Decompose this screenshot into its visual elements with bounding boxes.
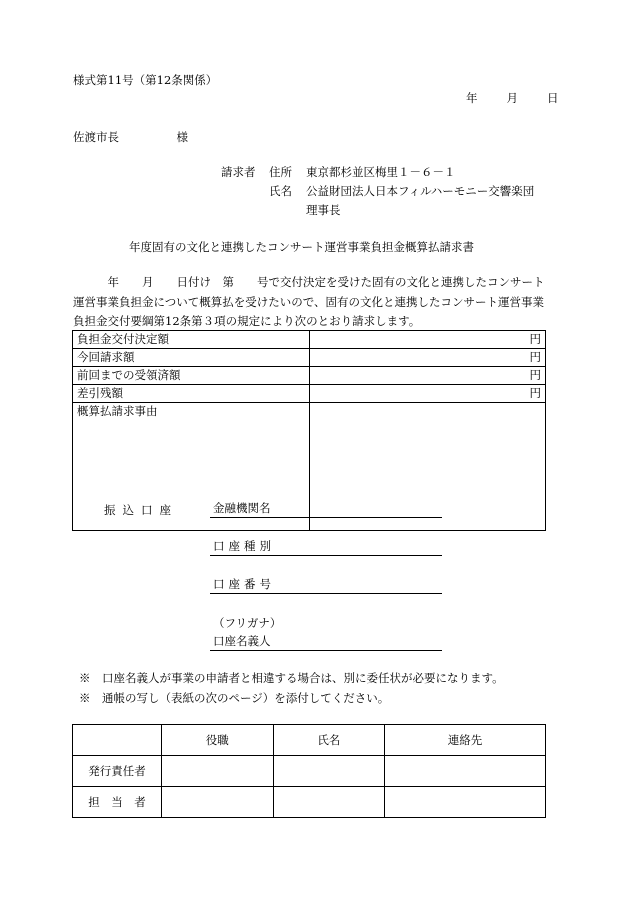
row-label: 概算払請求事由 xyxy=(73,403,310,531)
account-type-field[interactable] xyxy=(210,538,442,556)
bank-heading: 振込口座 xyxy=(104,503,178,517)
account-number-field[interactable] xyxy=(210,576,442,594)
header-cell: 氏名 xyxy=(273,725,385,756)
row-label: 担 当 者 xyxy=(73,787,162,818)
input-cell[interactable] xyxy=(162,756,274,787)
row-label: 負担金交付決定額 xyxy=(73,331,310,349)
table-row xyxy=(73,331,546,349)
claimant-label: 請求者 xyxy=(221,165,256,179)
row-label: 差引残額 xyxy=(73,385,310,403)
body-text: 年 月 日付け 第 号で交付決定を受けた固有の文化と連携したコンサート運営事業負担金について概算払を受けたいので、固有の文化と連携したコンサート運営事業負担金交付要綱第12条第３項の規定により次のとおり請求します。 xyxy=(73,275,545,328)
bank-name-field[interactable] xyxy=(210,500,442,518)
header-cell xyxy=(73,725,162,756)
document-title: 年度固有の文化と連携したコンサート運営事業負担金概算払請求書 xyxy=(129,240,474,254)
row-label: 今回請求額 xyxy=(73,349,310,367)
account-type-label: 口座種別 xyxy=(213,539,275,553)
note-2: ※ 通帳の写し（表紙の次のページ）を添付してください。 xyxy=(79,691,390,705)
input-cell[interactable] xyxy=(273,756,385,787)
name-value: 公益財団法人日本フィルハーモニー交響楽団 xyxy=(306,184,535,198)
row-label: 前回までの受領済額 xyxy=(73,367,310,385)
address-label: 住所 xyxy=(269,165,292,179)
table-row xyxy=(73,787,546,818)
form-number: 様式第11号（第12条関係） xyxy=(73,73,218,87)
table-row xyxy=(73,756,546,787)
address-value: 東京都杉並区梅里１－６－１ xyxy=(306,165,456,179)
account-number-label: 口座番号 xyxy=(213,577,275,591)
table-row xyxy=(73,385,546,403)
note-1: ※ 口座名義人が事業の申請者と相違する場合は、別に委任状が必要になります。 xyxy=(79,671,504,685)
yen-unit: 円 xyxy=(310,385,546,403)
date-line: 年 月 日 xyxy=(466,91,561,105)
input-cell[interactable] xyxy=(162,787,274,818)
yen-unit: 円 xyxy=(310,349,546,367)
name-label: 氏名 xyxy=(269,184,292,198)
addressee: 佐渡市長 様 xyxy=(73,130,188,144)
table-header-row xyxy=(73,725,546,756)
input-cell[interactable] xyxy=(385,787,546,818)
header-cell: 連絡先 xyxy=(385,725,546,756)
contact-table xyxy=(72,724,546,818)
account-holder-label: 口座名義人 xyxy=(213,634,271,648)
title-value: 理事長 xyxy=(306,203,341,217)
bank-name-label: 金融機関名 xyxy=(213,501,271,515)
furigana-label: （フリガナ） xyxy=(213,616,282,630)
yen-unit: 円 xyxy=(310,367,546,385)
account-holder-field[interactable] xyxy=(210,633,442,651)
input-cell[interactable] xyxy=(273,787,385,818)
yen-unit: 円 xyxy=(310,331,546,349)
header-cell: 役職 xyxy=(162,725,274,756)
row-label: 発行責任者 xyxy=(73,756,162,787)
table-row xyxy=(73,367,546,385)
table-row xyxy=(73,349,546,367)
input-cell[interactable] xyxy=(385,756,546,787)
